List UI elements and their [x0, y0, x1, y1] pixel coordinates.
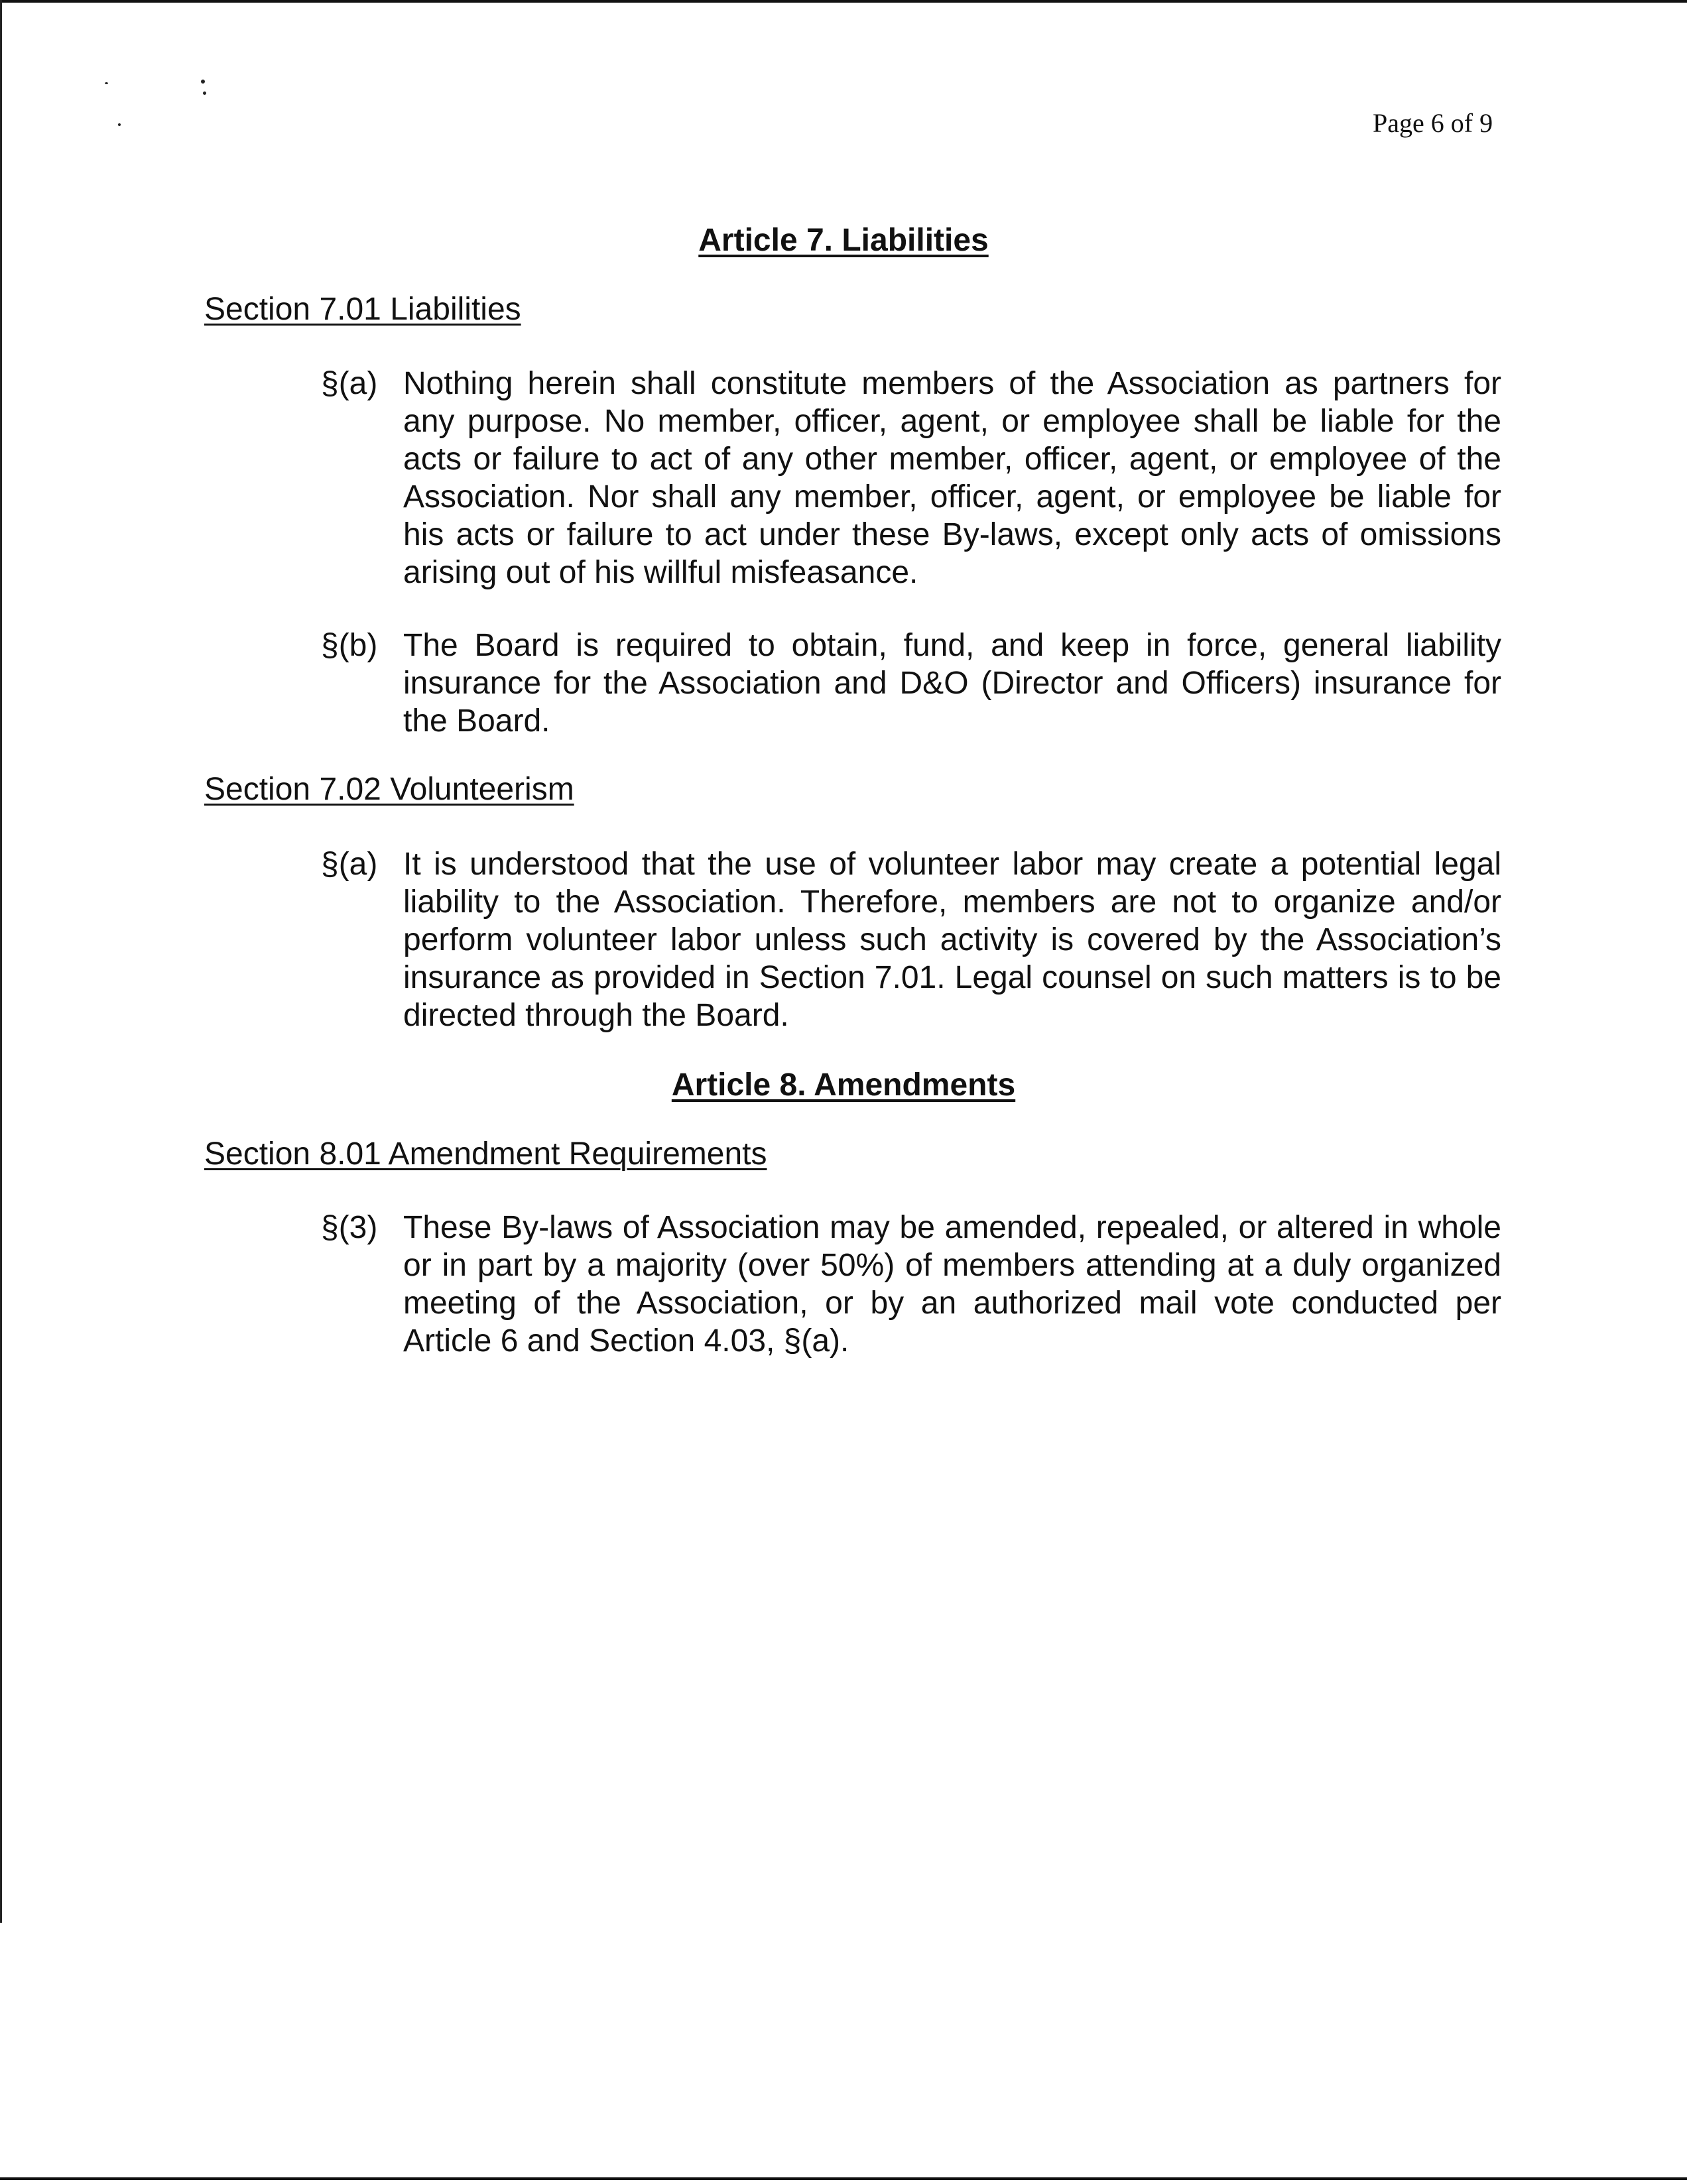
paragraph-text: Nothing herein shall constitute members of the Association as partners for any purpose. No member, officer, agent, or employee shall be liable for the acts or failure to act of any other member, officer, agent, or employee of the Association. Nor shall any member, officer, agent, or employee be liable for his acts or failure to act under these By-laws, except only acts of omissions arising out of his willful misfeasance. — [403, 366, 1501, 590]
section-8-01-heading: Section 8.01 Amendment Requirements — [204, 1136, 767, 1172]
article-8-heading: Article 8. Amendments — [671, 1067, 1016, 1103]
section-7-01-heading: Section 7.01 Liabilities — [204, 292, 521, 327]
section-8-01-paragraph-3 — [321, 1209, 1501, 1360]
scan-speck — [201, 80, 205, 84]
scan-speck — [203, 91, 206, 95]
paragraph-marker: §(a) — [321, 847, 378, 882]
paragraph-text: The Board is required to obtain, fund, and keep in force, general liability insurance for the Association and D&O (Director and Officers) insurance for the Board. — [403, 628, 1501, 739]
paragraph-text: It is understood that the use of volunteer labor may create a potential legal liability to the Association. Therefore, members are not to organize and/or perform volunteer labor unless such activity is covered by the Association’s insurance as provided in Section 7.01. Legal counsel on such matters is to be directed through the Board. — [403, 847, 1501, 1033]
scan-top-edge — [0, 0, 1687, 3]
section-7-01-paragraph-a — [321, 365, 1501, 591]
scan-speck — [118, 123, 121, 126]
article-7-heading: Article 7. Liabilities — [698, 223, 989, 258]
paragraph-text: These By-laws of Association may be amended, repealed, or altered in whole or in part by a majority (over 50%) of members attending at a duly organized meeting of the Association, or by an authorized mail vote conducted per Article 6 and Section 4.03, §(a). — [403, 1210, 1501, 1359]
section-7-02-paragraph-a — [321, 845, 1501, 1034]
paragraph-marker: §(b) — [321, 628, 378, 663]
page-number: Page 6 of 9 — [1373, 108, 1493, 138]
section-7-01-paragraph-b — [321, 627, 1501, 740]
paragraph-marker: §(3) — [321, 1210, 378, 1245]
paragraph-marker: §(a) — [321, 366, 378, 401]
scan-left-edge — [0, 0, 2, 1923]
scan-bottom-edge — [0, 2177, 1687, 2180]
scan-speck — [105, 82, 108, 84]
section-7-02-heading: Section 7.02 Volunteerism — [204, 772, 574, 807]
